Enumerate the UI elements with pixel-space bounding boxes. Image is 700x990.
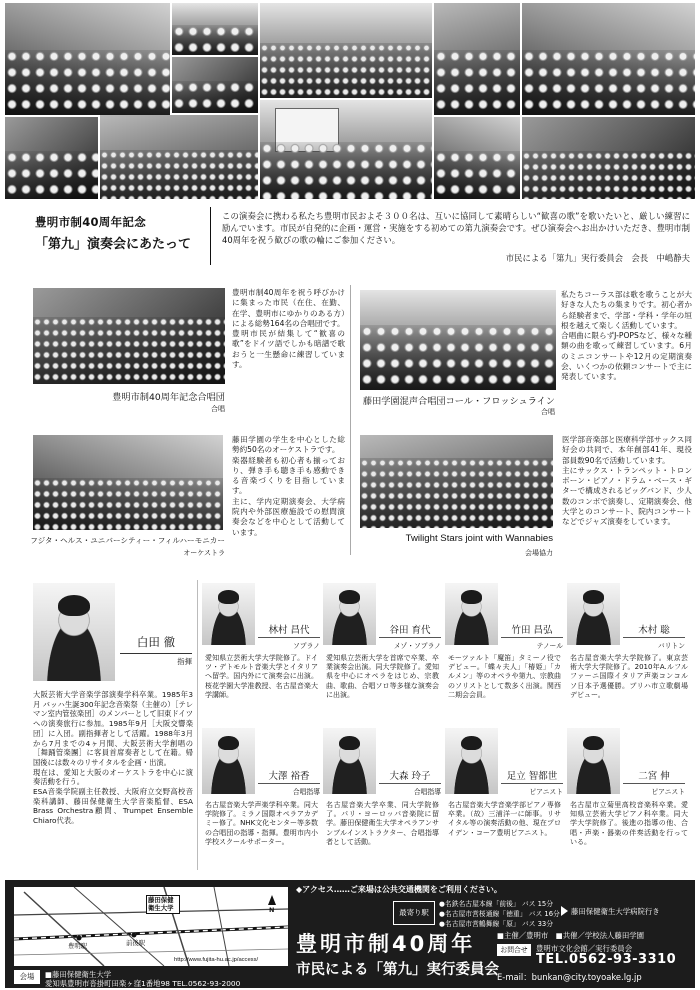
map-compass-icon: N — [269, 906, 275, 914]
performer-portrait — [202, 583, 255, 645]
ensemble-divider — [350, 285, 351, 555]
performer-portrait — [323, 583, 376, 645]
performer-role: ピアニスト — [651, 788, 685, 796]
conductor-bio: 大阪芸術大学音楽学部演奏学科卒業。1985年3月 バッハ生誕300年記念音楽祭（主催の）［テレマン室内管弦楽団］のメンバーとして旧東ドイツへの演奏旅行に参加。1985年9月［大阪交響楽団］に入団。副指揮者として活躍。1988年3月から7月までの4ヶ月間、大阪芸術大学創唱の［舞踊管楽團］に客員首席奏者として在籍。帰国後には数々のリサイタルを企画・出演。 現在は、愛知と大阪のオーケストラを中心に演奏活動を行う。 ESA音楽学院副主任教授、大阪府立交野高校音楽科講師、藤田保健衛生大学音楽監督、ESA Brass Orchestra顧問、Trumpet Ensemble Chiaro代表。 — [33, 690, 193, 826]
collage-photo — [522, 117, 695, 199]
collage-photo — [5, 117, 98, 199]
collage-photo — [260, 3, 432, 98]
performer-portrait — [323, 728, 376, 794]
intro-message: この演奏会に携わる私たち豊明市民およそ３００名は、互いに協同して素晴らしい“歓喜の歌”を歌いたいと、厳しい練習に励んでいます。市民が自発的に企画・運営・実施をする初めての第九演奏会です。ぜひ演奏会へお出かけいただき、豊明市制40周年を祝う歓びの歌の輪にご参加ください。 — [222, 211, 690, 245]
map-station-zengo: 前後駅 — [126, 939, 146, 947]
ensemble-name: Twilight Stars joint with Wannabies — [405, 533, 553, 544]
contact-org: 豊明市文化会館／実行委員会 — [536, 944, 633, 953]
access-map — [14, 887, 288, 966]
collage-photo — [100, 115, 258, 199]
station-line: ●名古屋市営桜通線「徳重」 バス 16分 — [439, 910, 560, 918]
performer-name-rule — [379, 783, 441, 784]
venue-name: ■藤田保健衛生大学 — [45, 970, 112, 979]
ensemble-name: 豊明市制40周年記念合唱団 — [112, 392, 225, 403]
performer-name: 木村 聡 — [638, 625, 670, 636]
intro-divider — [210, 207, 211, 265]
performer-role: 合唱指導 — [292, 788, 320, 796]
performer-bio: モーツァルト「魔笛」タミーノ役でデビュー。「蝶々夫人」「椿姫」「カルメン」等のオペラや第九、宗教曲のソリストとして数多く出演。関西二期会会員。 — [448, 654, 561, 699]
intro-signature: 市民による「第九」実行委員会 会長 中嶋静夫 — [505, 253, 690, 263]
collage-photo — [5, 3, 170, 115]
collage-photo — [260, 100, 432, 199]
conductor-portrait — [33, 583, 115, 681]
ensemble-role: オーケストラ — [183, 549, 225, 557]
performer-bio: 愛知県立芸術大学大学院修了。ドイツ・デトモルト音楽大学とイタリアへ留学。国内外にて演奏会に出演。桜花学園大学准教授、名古屋音楽大学講師。 — [205, 654, 318, 699]
collage-photo — [172, 57, 258, 113]
contact-email: E-mail：bunkan@city.toyoake.lg.jp — [497, 972, 642, 982]
performer-bio: 名古屋市立菊里高校音楽科卒業。愛知県立芸術大学ピアノ科卒業。同大学大学院修了。後進の指導の他、合唱・声楽・器楽の伴奏活動を行っている。 — [570, 801, 688, 846]
ensemble-role: 会場協力 — [525, 549, 553, 557]
ensemble-photo-choir — [33, 288, 225, 384]
performer-role: 合唱指導 — [413, 788, 441, 796]
bus-destination: 藤田保健衛生大学病院行き — [571, 907, 660, 916]
performer-name-rule — [501, 783, 563, 784]
footer-subtitle: 市民による「第九」実行委員会 — [296, 962, 499, 978]
performer-role: バリトン — [657, 642, 685, 650]
access-heading: ◆アクセス……ご来場は公共交通機関をご利用ください。 — [296, 885, 502, 894]
map-url: http://www.fujita-hu.ac.jp/access/ — [174, 957, 259, 963]
ensemble-description: 医学部音楽部と医療科学部サックス同好会の共同で、本年創部41年、現役部員数90名で活動しています。 主にサックス・トランペット・トロンボーン・ピアノ・ドラム・ベース・ギターで構成されるビッグバンド、少人数のコンボで演奏し、定期演奏会、他大学とのコンサート、院内コンサートなどでジャズ演奏をしています。 — [562, 435, 692, 527]
collage-photo — [172, 3, 258, 55]
ensemble-photo-big-band — [360, 435, 553, 528]
map-station-toyoake: 豊明駅 — [68, 942, 88, 950]
ensemble-role: 合唱 — [541, 408, 555, 416]
conductor-name: 白田 徹 — [136, 635, 176, 649]
ensemble-name: 藤田学園混声合唱団コール・フロッシュライン — [362, 396, 555, 407]
performer-bio: 名古屋音楽大学卒業、同大学院修了。パリ・ヨーロッパ音楽院に留学。藤田保健衛生大学オペラアンサンブルインストラクター、合唱指導者として活動。 — [326, 801, 439, 846]
contact-tel: TEL.0562-93-3310 — [536, 952, 677, 967]
performer-role: ソプラノ — [293, 642, 320, 650]
performer-name: 足立 智都世 — [506, 771, 558, 782]
map-university-label: 藤田保健衛生大学 — [146, 895, 180, 914]
venue-address: 愛知県豊明市沓掛町田楽ヶ窪1番地98 TEL.0562-93-2000 — [45, 979, 241, 988]
ensemble-photo-chorus-club — [360, 290, 556, 390]
performer-portrait — [445, 728, 498, 794]
performer-name-rule — [258, 783, 320, 784]
station-line: ●名古屋市営鶴舞線「原」 バス 33分 — [439, 920, 554, 928]
performer-bio: 名古屋音楽大学大学院修了。東京芸術大学大学院修了。2010年A.ルフルファーニ国際イタリア声楽コンコルソ日本予選優勝。ブリハ市立歌劇場デビュー。 — [570, 654, 688, 699]
intro-title-line2: 「第九」演奏会にあたって — [35, 237, 192, 252]
station-line: ●名鉄名古屋本線「前後」 バス 15分 — [439, 900, 554, 908]
performer-portrait — [567, 583, 620, 645]
performer-name-rule — [379, 637, 441, 638]
performer-portrait — [202, 728, 255, 794]
performer-role: ピアニスト — [529, 788, 563, 796]
performer-name: 林村 昌代 — [268, 625, 310, 636]
performer-bio: 名古屋音楽大学声楽学科卒業。同大学院修了。ミラノ国際オペラアカデミー修了。NHK文化センター等多数の合唱団の指導・指揮。豊明市内小学校スクールサポーター。 — [205, 801, 318, 846]
performer-name: 谷田 育代 — [389, 625, 431, 636]
collage-photo — [434, 117, 520, 199]
performer-name: 竹田 昌弘 — [511, 625, 553, 636]
collage-photo — [522, 3, 695, 115]
footer-panel — [5, 880, 695, 988]
performer-name-rule — [623, 637, 685, 638]
contact-label: お問合せ — [497, 944, 531, 956]
performer-bio: 愛知県立芸術大学を首席で卒業、卒業演奏会出演。同大学院修了。愛知県を中心にオペラをはじめ、宗教曲、歌曲、合唱ソロ等多様な演奏会に出演。 — [326, 654, 439, 699]
ensemble-description: 豊明市制40周年を祝う呼びかけに集まった市民（在住、在勤、在学、豊明市にゆかりのある方）による総勢164名の合唱団です。 豊明市民が結集して“歓喜の歌”をドイツ語でしかも暗譜で歌おうと一生懸命に練習しています。 — [232, 288, 345, 370]
performer-portrait — [567, 728, 620, 794]
performer-name-rule — [623, 783, 685, 784]
ensemble-description: 私たちコーラス部は歌を歌うことが大好きな人たちの集まりです。初心者から経験者まで、学部・学科・学年の垣根を越えて楽しく活動しています。 合唱曲に限らずJ-POPSなど、様々な種類の曲を歌って練習しています。6月のミニコンサートや12月の定期演奏会、いくつかの依頼コンサートで主に発表しています。 — [561, 290, 692, 382]
conductor-role: 指揮 — [177, 657, 192, 666]
performer-name: 大森 玲子 — [389, 771, 431, 782]
performer-name-rule — [501, 637, 563, 638]
performer-name: 二宮 伸 — [638, 771, 670, 782]
performer-name: 大澤 裕香 — [268, 771, 310, 782]
performer-name-rule — [258, 637, 320, 638]
venue-label: 会場 — [14, 970, 40, 984]
collage-photo — [434, 3, 520, 115]
nearest-station-label: 最寄り駅 — [393, 901, 435, 925]
organizer-line: ■主催／豊明市 ■共催／学校法人藤田学園 — [497, 931, 644, 940]
performer-role: メゾ・ソプラノ — [393, 642, 441, 650]
performer-role: テノール — [536, 642, 563, 650]
intro-title-line1: 豊明市制40周年記念 — [35, 215, 147, 229]
ensemble-name: フジタ・ヘルス・ユニバーシティー・フィルハーモニカー — [30, 536, 225, 545]
ensemble-role: 合唱 — [211, 405, 225, 413]
footer-title: 豊明市制40周年 — [296, 932, 476, 956]
ensemble-description: 藤田学園の学生を中心とした総勢約50名のオーケストラです。 楽器経験者も初心者も揃っており、弾き手も聴き手も感動できる音楽づくりを目指しています。 主に、学内定期演奏会、大学病院内や外部医療施設での慰問演奏会などを中心として活動しています。 — [232, 435, 345, 537]
performers-divider — [197, 580, 198, 870]
conductor-name-rule — [120, 653, 192, 654]
performer-portrait — [445, 583, 498, 645]
arrow-right-icon — [561, 906, 568, 916]
ensemble-photo-orchestra — [33, 435, 223, 530]
performer-bio: 名古屋音楽大学音楽学部ピアノ専修卒業。（故）三浦洋一に師事。リサイタル等の演奏活動の他、現在プロイデン・コーア豊明ピアニスト。 — [448, 801, 561, 837]
